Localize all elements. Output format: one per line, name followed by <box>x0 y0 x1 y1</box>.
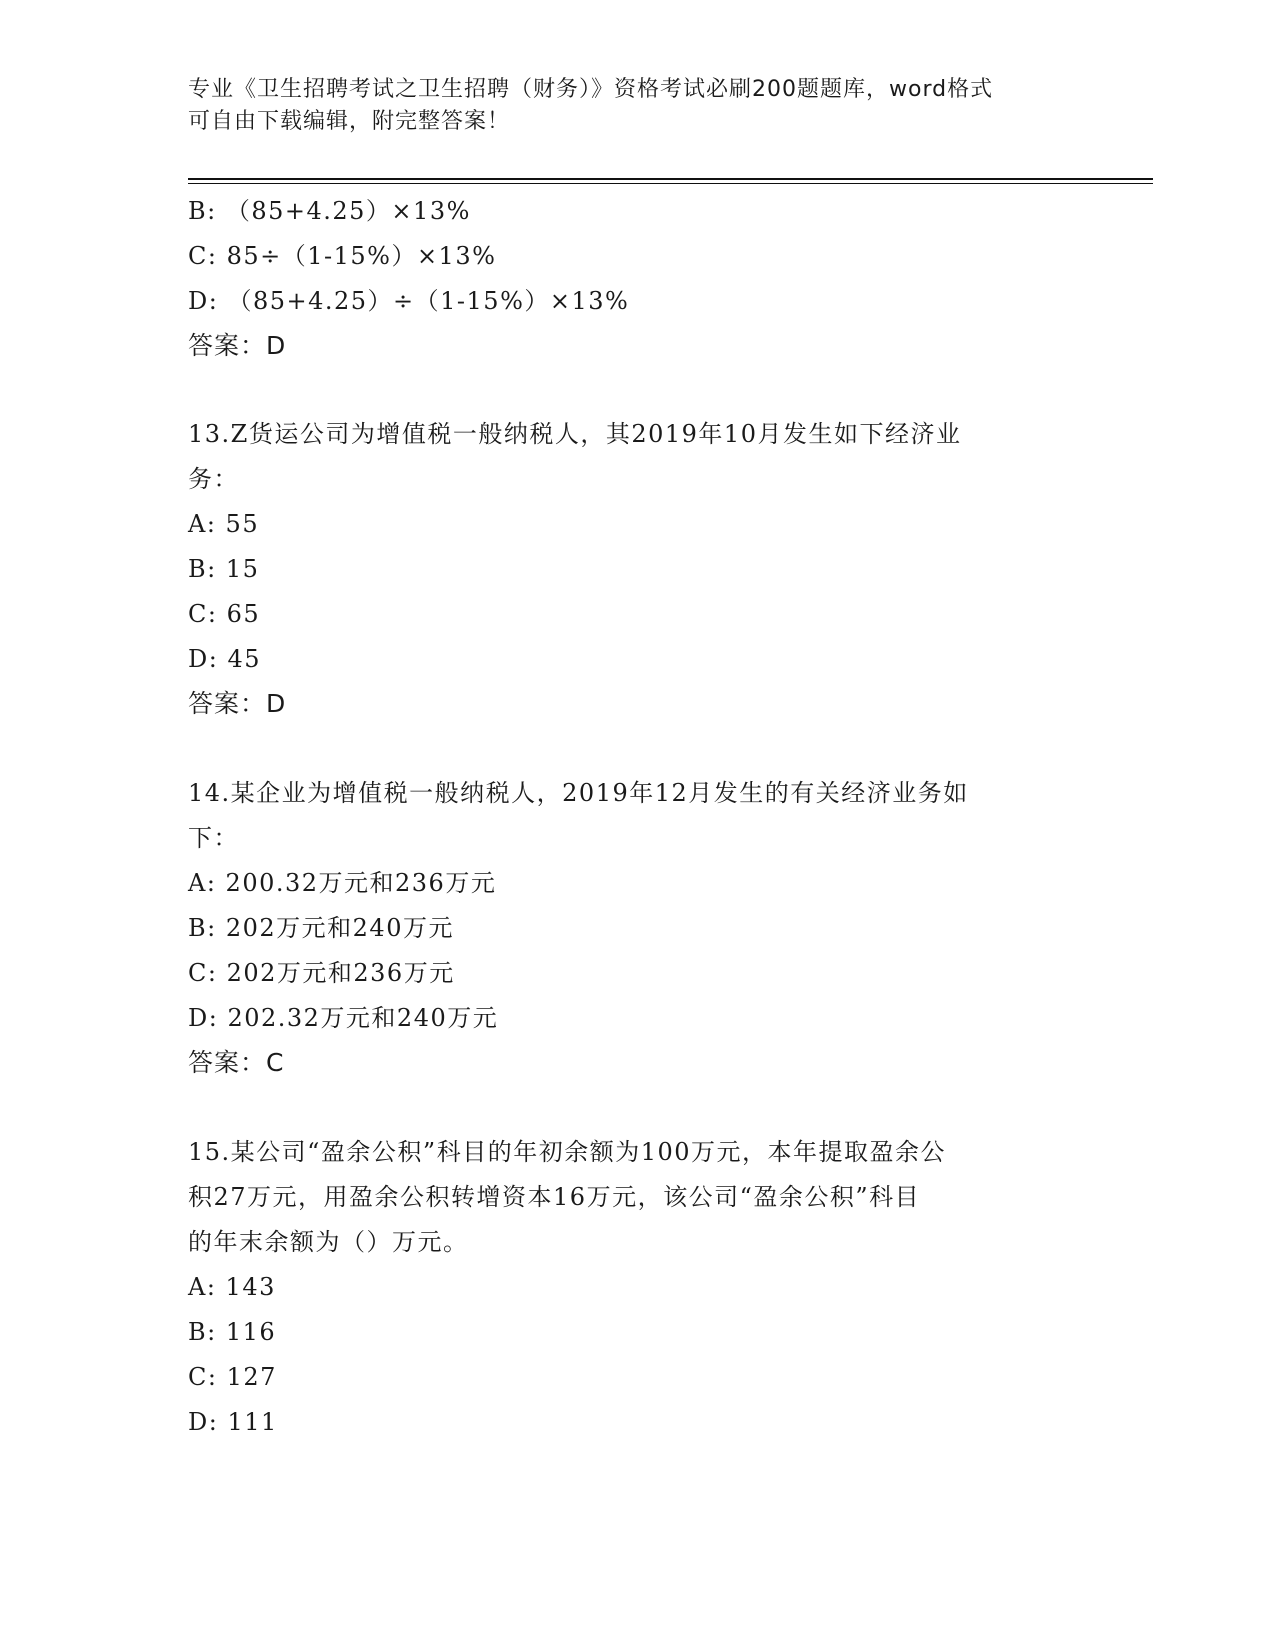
q14-option-a: A: 200.32万元和236万元 <box>188 869 497 897</box>
header-line-2: 可自由下载编辑，附完整答案！ <box>188 109 511 134</box>
q15-option-d: D: 111 <box>188 1408 278 1436</box>
q12-option-d: D: （85+4.25）÷（1-15%）×13% <box>188 287 630 315</box>
q14-option-b: B: 202万元和240万元 <box>188 914 454 942</box>
header-divider-thick <box>188 178 1153 180</box>
q13-option-c: C: 65 <box>188 600 261 628</box>
q12-option-c: C: 85÷（1-15%）×13% <box>188 242 497 270</box>
header-divider-thin <box>188 183 1153 184</box>
q14-stem-line-2: 下： <box>188 824 239 852</box>
q12-answer: 答案：D <box>188 331 287 360</box>
q13-stem-line-1: 13.Z货运公司为增值税一般纳税人，其2019年10月发生如下经济业 <box>188 420 962 448</box>
q15-stem-line-1: 15.某公司“盈余公积”科目的年初余额为100万元，本年提取盈余公 <box>188 1138 947 1166</box>
q15-option-c: C: 127 <box>188 1363 277 1391</box>
q15-option-b: B: 116 <box>188 1318 277 1346</box>
q13-option-a: A: 55 <box>188 510 260 538</box>
q13-option-b: B: 15 <box>188 555 260 583</box>
q12-option-b: B: （85+4.25）×13% <box>188 197 471 225</box>
q13-answer: 答案：D <box>188 689 287 718</box>
q14-option-d: D: 202.32万元和240万元 <box>188 1004 499 1032</box>
q13-option-d: D: 45 <box>188 645 261 673</box>
q14-stem-line-1: 14.某企业为增值税一般纳税人，2019年12月发生的有关经济业务如 <box>188 779 969 807</box>
q15-stem-line-2: 积27万元，用盈余公积转增资本16万元，该公司“盈余公积”科目 <box>188 1183 921 1211</box>
q15-option-a: A: 143 <box>188 1273 276 1301</box>
q14-option-c: C: 202万元和236万元 <box>188 959 455 987</box>
q14-answer: 答案：C <box>188 1048 285 1077</box>
header-line-1: 专业《卫生招聘考试之卫生招聘（财务）》资格考试必刷200题题库，word格式 <box>188 77 994 102</box>
q13-stem-line-2: 务： <box>188 465 239 493</box>
q15-stem-line-3: 的年末余额为（）万元。 <box>188 1228 469 1256</box>
document-header <box>188 74 1068 138</box>
